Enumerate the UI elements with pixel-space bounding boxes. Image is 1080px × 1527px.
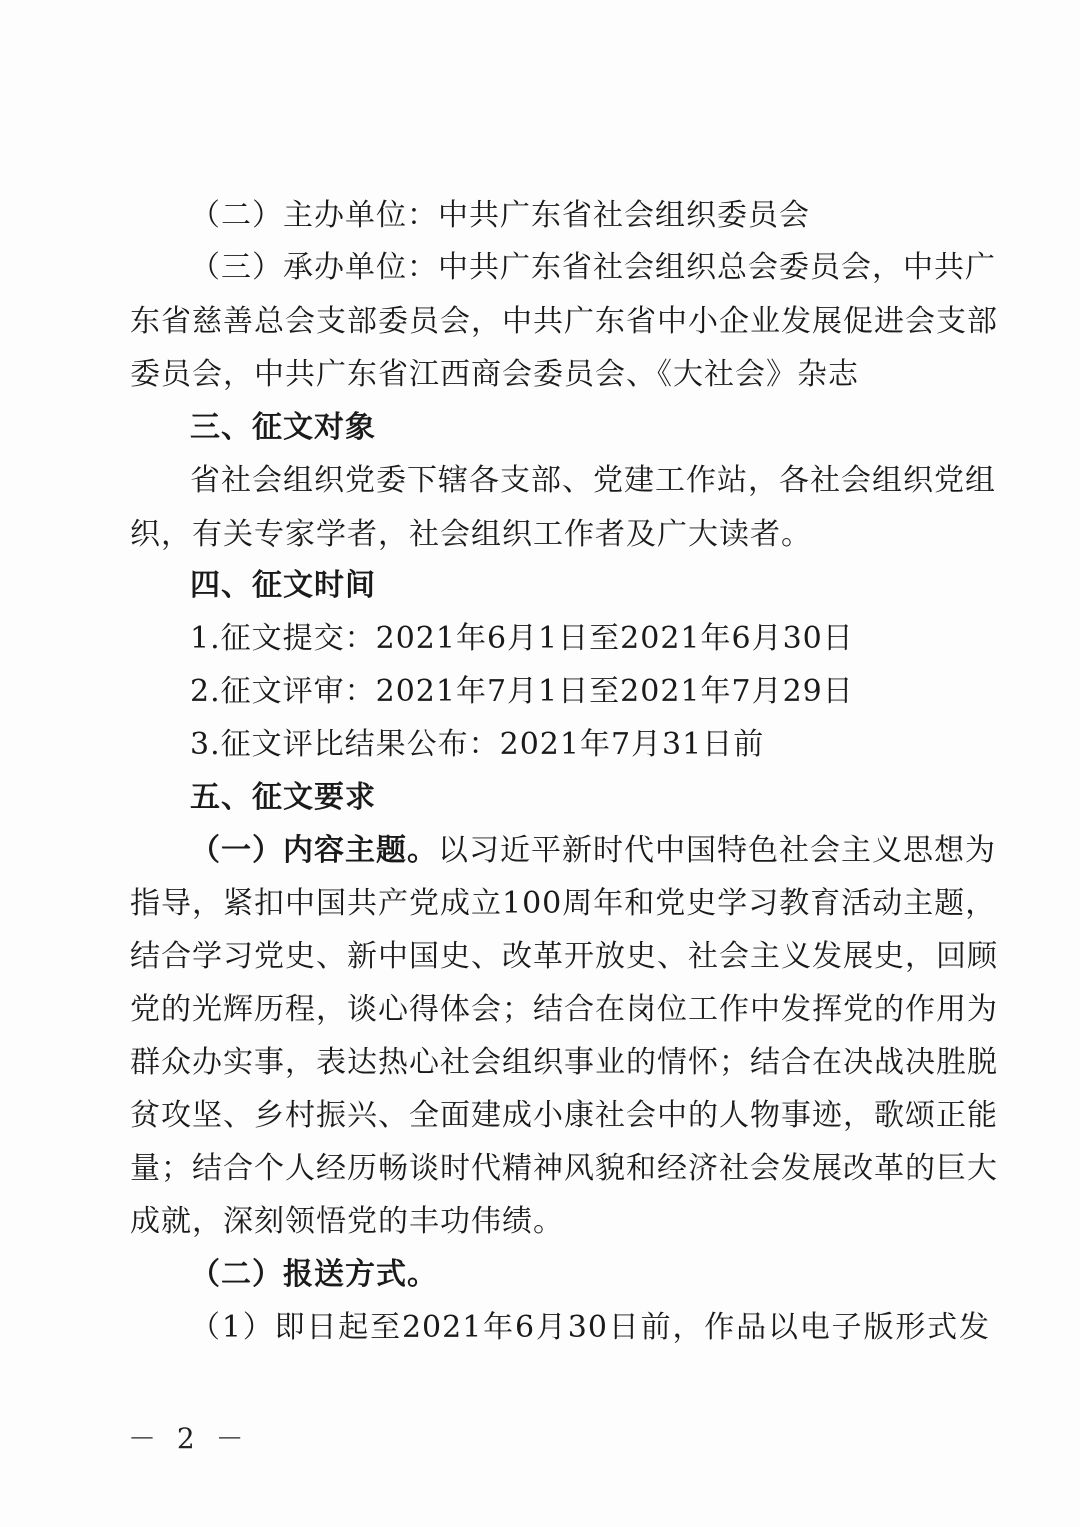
section-4-heading: 四、征文时间 [190, 568, 376, 603]
submission-heading: （二）报送方式。 [190, 1257, 438, 1292]
page-number: － 2 － [128, 1422, 250, 1455]
section-3-line-2: 织，有关专家学者，社会组织工作者及广大读者。 [130, 517, 812, 552]
content-theme-label: （一）内容主题。 [190, 833, 438, 868]
content-theme-line-7: 量；结合个人经历畅谈时代精神风貌和经济社会发展改革的巨大 [130, 1151, 998, 1186]
content-theme-line-4: 党的光辉历程，谈心得体会；结合在岗位工作中发挥党的作用为 [130, 992, 998, 1027]
co-host-unit-line-1: （三）承办单位：中共广东省社会组织总会委员会，中共广 [190, 250, 996, 285]
submission-line-1: （1）即日起至2021年6月30日前，作品以电子版形式发 [190, 1310, 990, 1345]
section-3-line-1: 省社会组织党委下辖各支部、党建工作站，各社会组织党组 [190, 463, 996, 498]
timeline-item-review: 2.征文评审：2021年7月1日至2021年7月29日 [190, 674, 854, 709]
content-theme-line-5: 群众办实事，表达热心社会组织事业的情怀；结合在决战决胜脱 [130, 1045, 998, 1080]
content-theme-line-3: 结合学习党史、新中国史、改革开放史、社会主义发展史，回顾 [130, 939, 998, 974]
content-theme-line-1 [190, 833, 996, 869]
section-3-heading: 三、征文对象 [190, 410, 376, 445]
content-theme-text: 以习近平新时代中国特色社会主义思想为 [438, 833, 996, 868]
host-unit-line: （二）主办单位：中共广东省社会组织委员会 [190, 198, 810, 233]
content-theme-line-2: 指导，紧扣中国共产党成立100周年和党史学习教育活动主题， [130, 886, 997, 921]
co-host-unit-line-3: 委员会，中共广东省江西商会委员会、《大社会》杂志 [130, 357, 859, 392]
co-host-unit-line-2: 东省慈善总会支部委员会，中共广东省中小企业发展促进会支部 [130, 304, 998, 339]
content-theme-line-6: 贫攻坚、乡村振兴、全面建成小康社会中的人物事迹，歌颂正能 [130, 1098, 998, 1133]
timeline-item-results: 3.征文评比结果公布：2021年7月31日前 [190, 727, 765, 762]
timeline-item-submit: 1.征文提交：2021年6月1日至2021年6月30日 [190, 621, 854, 656]
content-theme-line-8: 成就，深刻领悟党的丰功伟绩。 [130, 1204, 564, 1239]
section-5-heading: 五、征文要求 [190, 780, 376, 815]
